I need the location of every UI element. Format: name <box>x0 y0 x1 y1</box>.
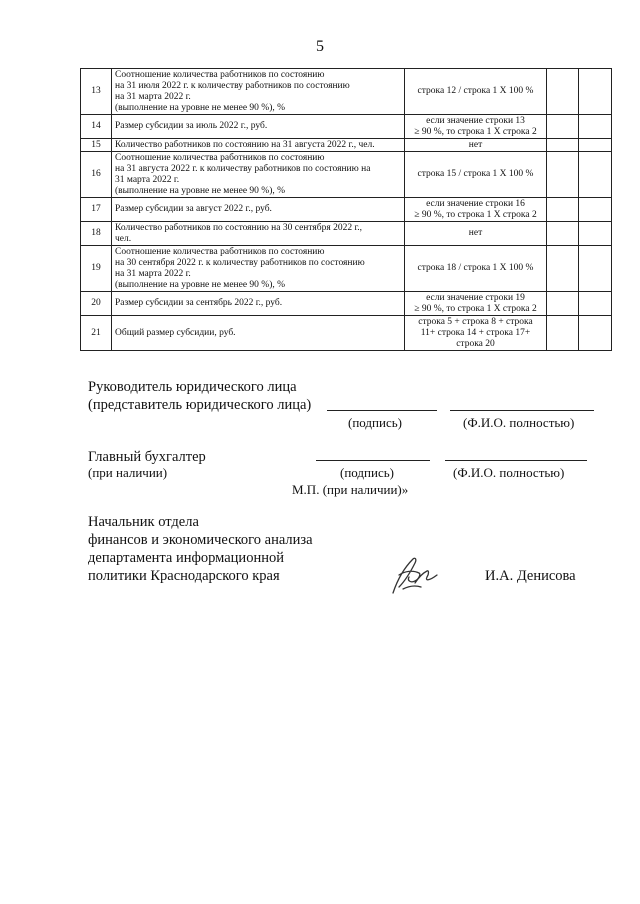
row-formula-line: ≥ 90 %, то строка 1 Х строка 2 <box>414 126 537 137</box>
row-value-cell <box>547 222 579 246</box>
row-value-cell <box>547 316 579 351</box>
head-signature-line <box>327 410 437 411</box>
accountant-signature-caption: (подпись) <box>340 465 394 480</box>
accountant-signature-line <box>316 460 430 461</box>
row-formula <box>405 152 547 198</box>
row-description-line: Размер субсидии за август 2022 г., руб. <box>115 204 272 214</box>
row-number: 16 <box>81 152 112 198</box>
stamp-caption: М.П. (при наличии)» <box>292 482 409 497</box>
row-description <box>112 316 405 351</box>
row-formula-line: строка 12 / строка 1 Х 100 % <box>417 86 534 96</box>
row-description <box>112 115 405 139</box>
row-value-cell <box>579 139 612 152</box>
table-row <box>81 316 612 351</box>
head-signature-caption: (подпись) <box>348 415 402 430</box>
row-formula-line: строка 20 <box>456 338 495 349</box>
row-number: 21 <box>81 316 112 351</box>
row-formula-line: строка 15 / строка 1 Х 100 % <box>417 169 534 179</box>
row-description-line: (выполнение на уровне не менее 90 %), % <box>115 102 286 113</box>
row-value-cell <box>547 115 579 139</box>
row-formula-line: 11+ строка 14 + строка 17+ <box>420 327 531 338</box>
accountant-title-line2: (при наличии) <box>88 465 168 480</box>
official-title-line1: Начальник отдела <box>88 514 199 530</box>
official-name: И.А. Денисова <box>485 568 576 584</box>
accountant-name-line <box>445 460 587 461</box>
row-description-line: Соотношение количества работников по состоянию <box>115 69 325 80</box>
table-row <box>81 115 612 139</box>
row-value-cell <box>547 69 579 115</box>
row-description-line: Соотношение количества работников по состоянию <box>115 152 325 163</box>
row-formula <box>405 316 547 351</box>
handwritten-signature-icon <box>385 553 443 597</box>
row-description <box>112 198 405 222</box>
accountant-title-line1: Главный бухгалтер <box>88 449 206 465</box>
row-formula-line: нет <box>468 228 483 238</box>
row-formula <box>405 198 547 222</box>
row-value-cell <box>579 152 612 198</box>
page-number: 5 <box>316 38 324 55</box>
row-value-cell <box>547 292 579 316</box>
row-formula-line: строка 5 + строка 8 + строка <box>418 316 533 327</box>
row-number: 17 <box>81 198 112 222</box>
official-title-line2: финансов и экономического анализа <box>88 532 313 548</box>
head-title-line2: (представитель юридического лица) <box>88 397 312 413</box>
row-formula <box>405 139 547 152</box>
table-row <box>81 222 612 246</box>
row-value-cell <box>579 316 612 351</box>
row-formula-line: если значение строки 19 <box>426 292 525 303</box>
row-description-line: Соотношение количества работников по состоянию <box>115 246 325 257</box>
row-description-line: на 30 сентября 2022 г. к количеству работников по состоянию <box>115 257 365 268</box>
row-value-cell <box>579 198 612 222</box>
row-value-cell <box>547 139 579 152</box>
row-value-cell <box>547 198 579 222</box>
row-description <box>112 292 405 316</box>
row-formula-line: если значение строки 16 <box>426 198 525 209</box>
row-description-line: на 31 марта 2022 г. <box>115 268 191 279</box>
row-description <box>112 222 405 246</box>
head-name-line <box>450 410 594 411</box>
row-number: 18 <box>81 222 112 246</box>
accountant-name-caption: (Ф.И.О. полностью) <box>453 465 565 480</box>
row-number: 13 <box>81 69 112 115</box>
head-name-caption: (Ф.И.О. полностью) <box>463 415 575 430</box>
row-value-cell <box>579 69 612 115</box>
row-description-line: 31 марта 2022 г. <box>115 174 180 185</box>
row-description-line: (выполнение на уровне не менее 90 %), % <box>115 185 286 196</box>
table-row <box>81 69 612 115</box>
row-description-line: Количество работников по состоянию на 30 сентября 2022 г., <box>115 222 363 233</box>
row-number: 14 <box>81 115 112 139</box>
row-description <box>112 246 405 292</box>
row-description-line: Количество работников по состоянию на 31 августа 2022 г., чел. <box>115 139 375 150</box>
row-description-line: Размер субсидии за июль 2022 г., руб. <box>115 121 268 131</box>
row-formula <box>405 222 547 246</box>
official-title-line3: департамента информационной <box>88 550 284 566</box>
row-value-cell <box>579 222 612 246</box>
row-formula <box>405 292 547 316</box>
row-description <box>112 152 405 198</box>
row-description <box>112 139 405 152</box>
row-value-cell <box>547 246 579 292</box>
row-formula <box>405 246 547 292</box>
row-value-cell <box>579 246 612 292</box>
subsidy-table <box>80 68 612 351</box>
row-formula-line: ≥ 90 %, то строка 1 Х строка 2 <box>414 303 537 314</box>
row-formula <box>405 69 547 115</box>
table-row <box>81 139 612 152</box>
row-description-line: Размер субсидии за сентябрь 2022 г., руб. <box>115 298 283 308</box>
row-number: 19 <box>81 246 112 292</box>
row-number: 20 <box>81 292 112 316</box>
row-description-line: на 31 июля 2022 г. к количеству работников по состоянию <box>115 80 350 91</box>
row-value-cell <box>579 292 612 316</box>
row-value-cell <box>547 152 579 198</box>
row-formula-line: нет <box>468 139 483 150</box>
table-row <box>81 198 612 222</box>
row-description-line: (выполнение на уровне не менее 90 %), % <box>115 279 286 290</box>
official-title-line4: политики Краснодарского края <box>88 568 280 584</box>
row-description-line: на 31 марта 2022 г. <box>115 91 191 102</box>
row-description-line: Общий размер субсидии, руб. <box>115 327 236 338</box>
table-row <box>81 292 612 316</box>
row-description-line: на 31 августа 2022 г. к количеству работников по состоянию на <box>115 163 371 174</box>
head-title-line1: Руководитель юридического лица <box>88 379 297 395</box>
row-formula-line: ≥ 90 %, то строка 1 Х строка 2 <box>414 209 537 220</box>
table-row <box>81 246 612 292</box>
row-description-line: чел. <box>115 233 132 244</box>
row-value-cell <box>579 115 612 139</box>
row-formula <box>405 115 547 139</box>
row-number: 15 <box>81 139 112 152</box>
row-description <box>112 69 405 115</box>
row-formula-line: если значение строки 13 <box>426 115 525 126</box>
subsidy-table-body <box>81 69 612 351</box>
table-row <box>81 152 612 198</box>
row-formula-line: строка 18 / строка 1 Х 100 % <box>417 263 534 273</box>
